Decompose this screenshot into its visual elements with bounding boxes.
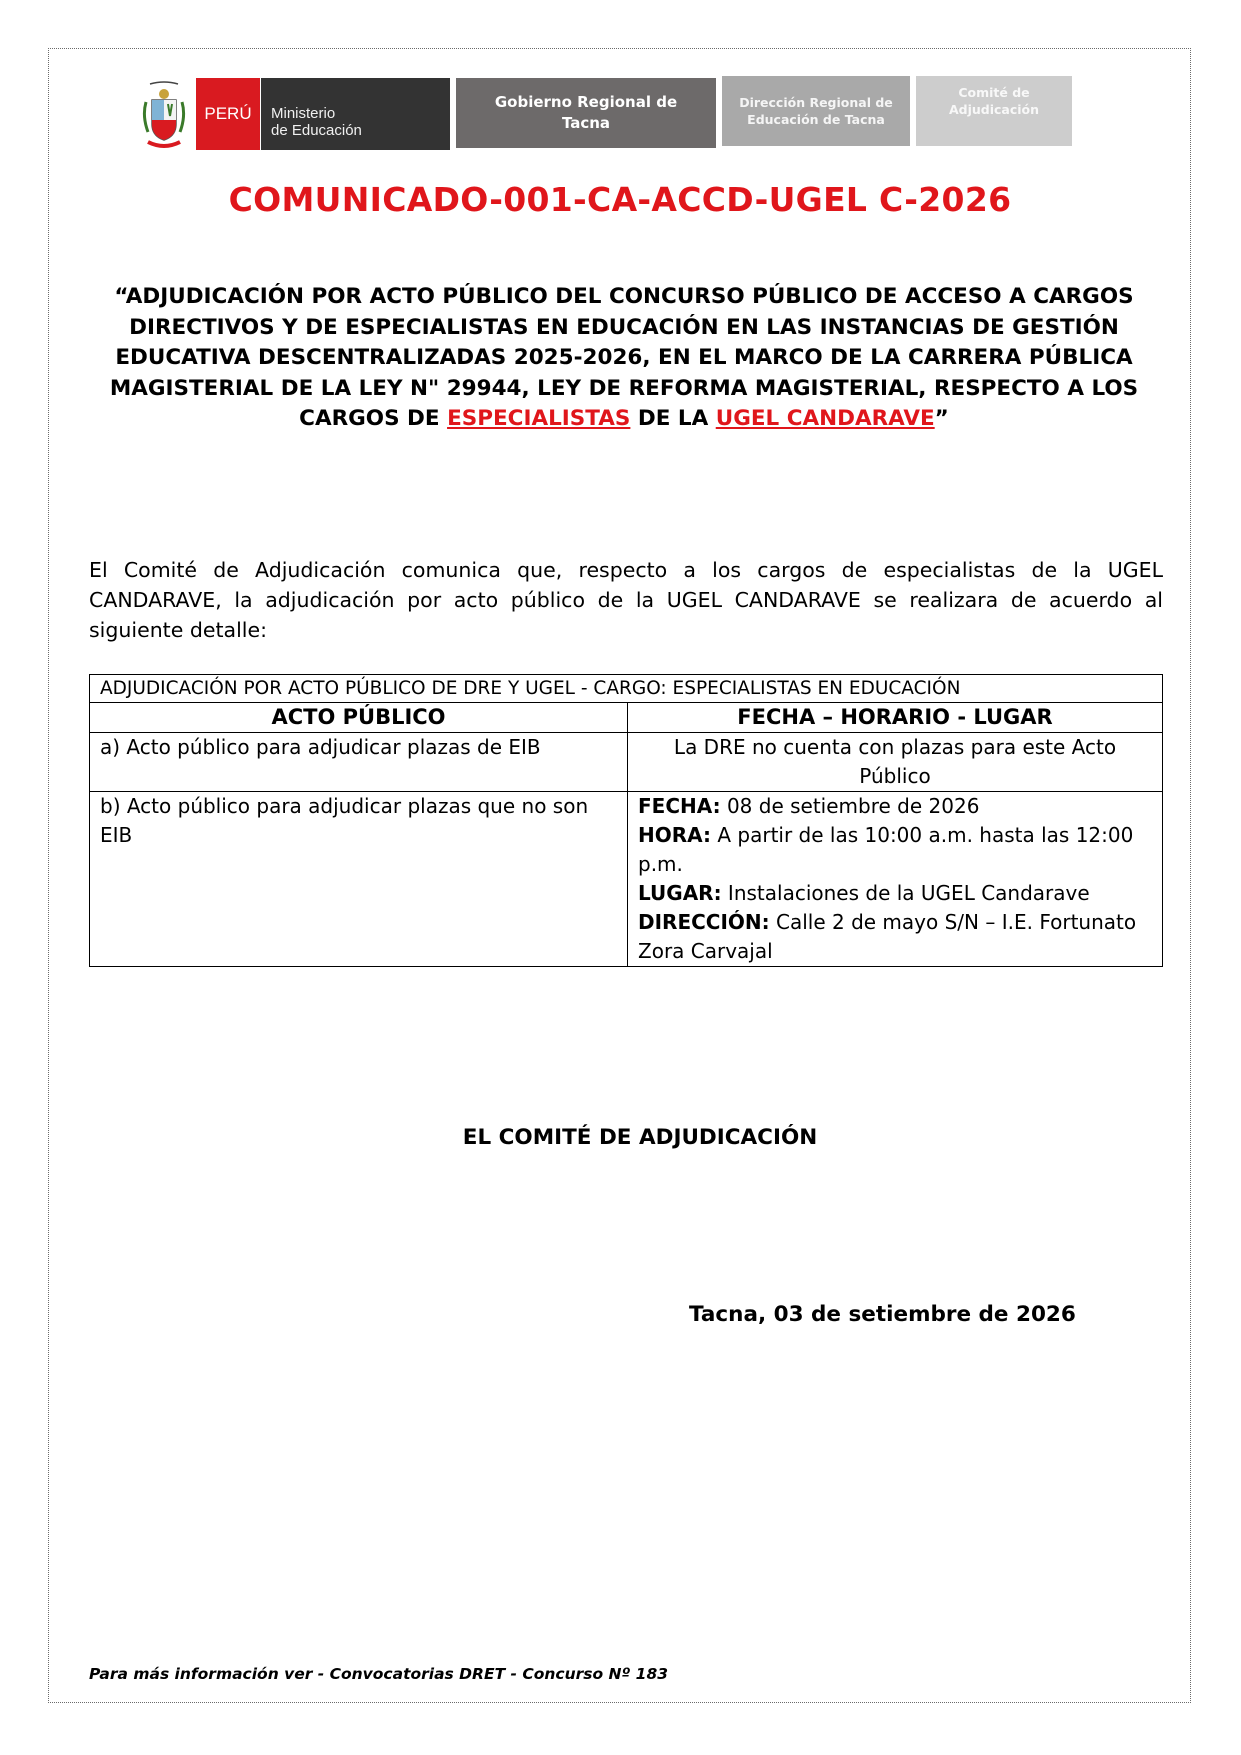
ministry-line-1: Ministerio [271,105,336,122]
direccion-label: DIRECCIÓN: [638,910,770,934]
hora-line [638,821,1152,879]
table-caption: ADJUDICACIÓN POR ACTO PÚBLICO DE DRE Y UGEL - CARGO: ESPECIALISTAS EN EDUCACIÓN [90,675,1163,703]
footer-note: Para más información ver - Convocatorias DRET - Concurso Nº 183 [89,1665,669,1683]
committee-block [916,76,1072,146]
row-a-acto: a) Acto público para adjudicar plazas de EIB [90,733,628,792]
date-line: Tacna, 03 de setiembre de 2026 [689,1302,1076,1327]
regional-directorate-block [722,76,910,146]
lugar-value: Instalaciones de la UGEL Candarave [721,881,1090,905]
lugar-line [638,879,1152,908]
committee-label: Comité de Adjudicación [948,85,1040,117]
row-a-detalle: La DRE no cuenta con plazas para este Acto Público [628,733,1163,792]
header-fecha-horario-lugar: FECHA – HORARIO - LUGAR [628,703,1163,733]
schedule-table [89,674,1163,967]
peru-logo-block [196,78,260,150]
coat-of-arms-icon [140,80,188,150]
table-header-row [90,703,1163,733]
lugar-label: LUGAR: [638,881,722,905]
subject-highlight-ugel: UGEL CANDARAVE [715,406,935,431]
table-row [90,792,1163,967]
regional-government-label: Gobierno Regional de Tacna [494,93,678,132]
intro-paragraph: El Comité de Adjudicación comunica que, respecto a los cargos de especialistas de la UGEL CANDARAVE, la adjudicación por acto público de la UGEL CANDARAVE se realizara de acuerdo al siguiente detalle: [89,558,1163,642]
regional-government-block [456,78,716,148]
signature-line: EL COMITÉ DE ADJUDICACIÓN [462,1125,818,1150]
row-b-acto: b) Acto público para adjudicar plazas que no son EIB [90,792,628,967]
hora-label: HORA: [638,823,711,847]
subject-closing-quote: ” [934,406,949,431]
subject-highlight-especialistas: ESPECIALISTAS [447,406,631,431]
fecha-line [638,792,1152,821]
document-subject [94,282,1154,435]
fecha-value: 08 de setiembre de 2026 [720,794,980,818]
ministry-logo-block [260,78,450,150]
peru-label: PERÚ [204,104,252,123]
header-acto-publico: ACTO PÚBLICO [90,703,628,733]
subject-text: “ADJUDICACIÓN POR ACTO PÚBLICO DEL CONCURSO PÚBLICO DE ACCESO A CARGOS DIRECTIVOS Y DE ESPECIALISTAS EN EDUCACIÓN EN LAS INSTANCIAS DE GESTIÓN EDUCATIVA DESCENTRALIZADAS 2025-2026, EN EL MARCO DE LA CARRERA PÚBLICA MAGISTERIAL DE LA LEY N" 29944, LEY DE REFORMA MAGISTERIAL, RESPECTO A LOS CARGOS DE [109,284,1139,431]
subject-text-connector: DE LA [630,406,716,431]
fecha-label: FECHA: [638,794,721,818]
direccion-line [638,908,1152,966]
row-b-detalle [628,792,1163,967]
document-title: COMUNICADO-001-CA-ACCD-UGEL C-2026 [228,180,1012,219]
ministry-line-2: de Educación [271,122,362,139]
table-caption-row [90,675,1163,703]
regional-directorate-label: Dirección Regional de Educación de Tacna [739,95,893,127]
table-row [90,733,1163,792]
hora-value: A partir de las 10:00 a.m. hasta las 12:00 p.m. [638,823,1134,876]
direccion-value: Calle 2 de mayo S/N – I.E. Fortunato Zora Carvajal [638,910,1137,963]
